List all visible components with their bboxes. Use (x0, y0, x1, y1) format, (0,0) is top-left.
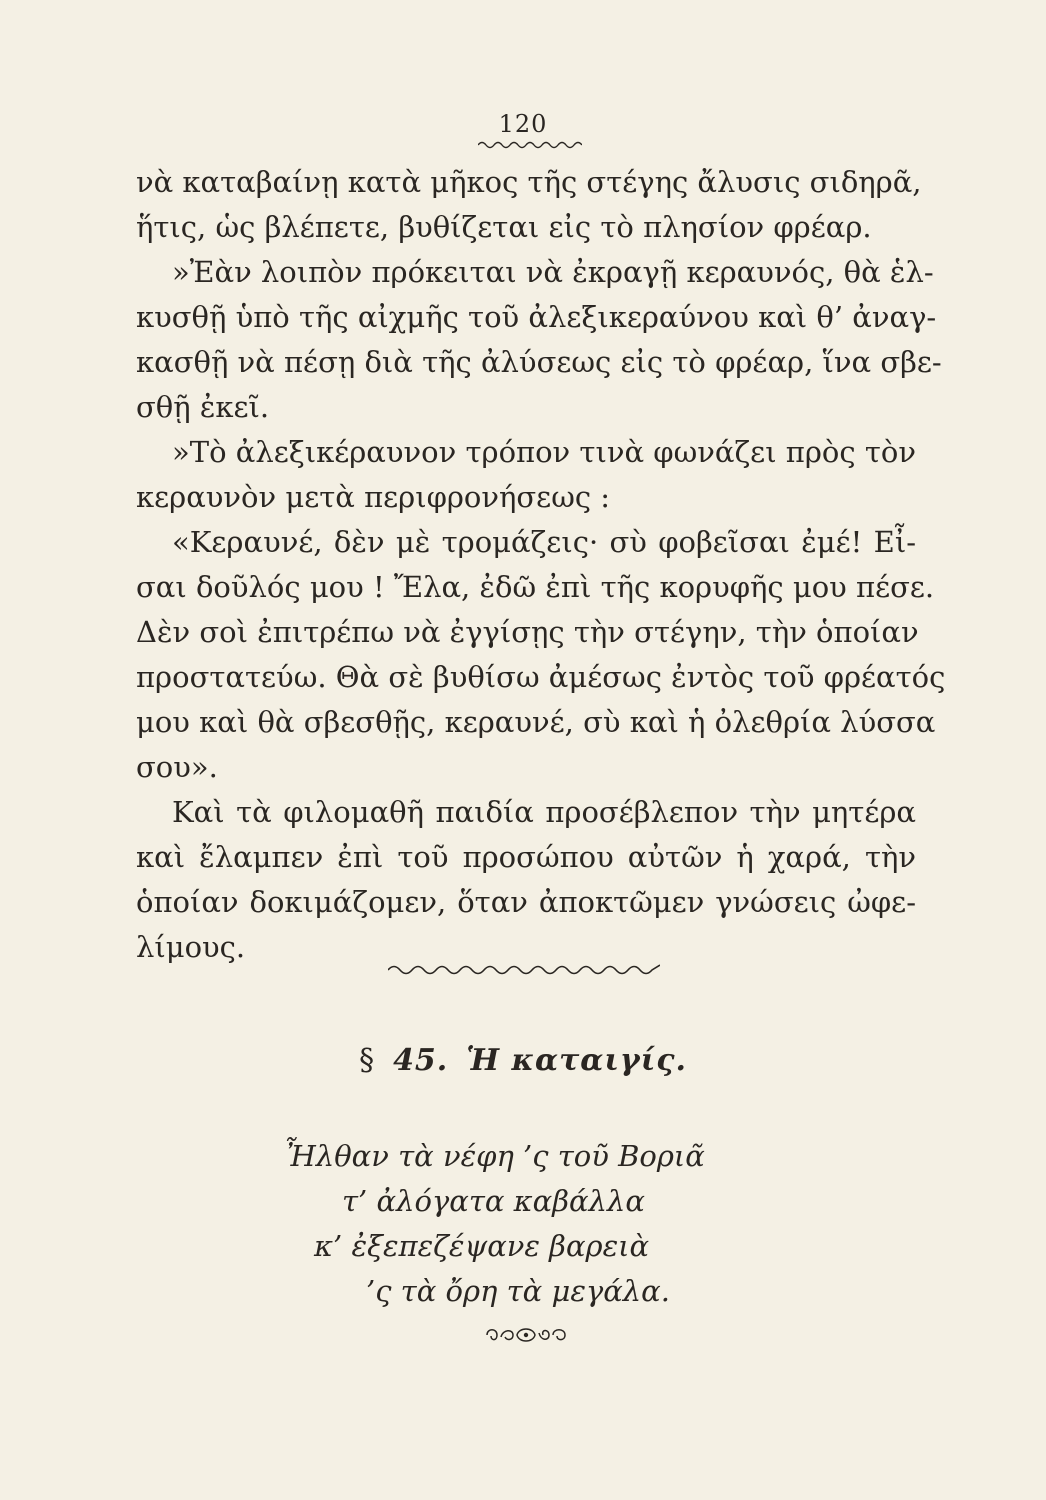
poem-line: Ἦλθαν τὰ νέφη ’ς τοῦ Βοριᾶ (284, 1139, 705, 1173)
text-line: ἥτις, ὡς βλέπετε, βυθίζεται εἰς τὸ πλησίον φρέαρ. (136, 210, 872, 244)
text-line: μου καὶ θὰ σβεσθῇς, κεραυνέ, σὺ καὶ ἡ ὀλεθρία λύσσα (136, 705, 936, 739)
poem-line: κ’ ἐξεπεζέψανε βαρειὰ (314, 1229, 650, 1263)
text-line: Δὲν σοὶ ἐπιτρέπω νὰ ἐγγίσῃς τὴν στέγην, τὴν ὁποίαν (136, 615, 919, 649)
text-line: νὰ καταβαίνῃ κατὰ μῆκος τῆς στέγης ἄλυσις σιδηρᾶ, (136, 165, 922, 199)
page-number: 120 (498, 110, 548, 138)
poem-line: ’ς τὰ ὄρη τὰ μεγάλα. (366, 1274, 670, 1308)
end-flourish-ornament (483, 1325, 569, 1345)
poem-line: τ’ ἀλόγατα καβάλλα (342, 1184, 645, 1218)
text-line: »Ἐὰν λοιπὸν πρόκειται νὰ ἐκραγῇ κεραυνός, θὰ ἑλ- (172, 255, 934, 289)
text-line: καὶ ἔλαμπεν ἐπὶ τοῦ προσώπου αὐτῶν ἡ χαρά, τὴν (136, 840, 916, 874)
text-line: σθῇ ἐκεῖ. (136, 390, 270, 424)
text-line: κασθῇ νὰ πέσῃ διὰ τῆς ἀλύσεως εἰς τὸ φρέαρ, ἵνα σβε- (136, 345, 942, 379)
section-symbol: § (359, 1043, 376, 1078)
text-line: κεραυνὸν μετὰ περιφρονήσεως : (136, 480, 611, 514)
text-line: λίμους. (136, 930, 246, 964)
section-heading (0, 1043, 1046, 1078)
body-text (136, 160, 946, 970)
text-line: κυσθῇ ὑπὸ τῆς αἰχμῆς τοῦ ἀλεξικεραύνου καὶ θ’ ἀναγ- (136, 300, 937, 334)
text-line: Καὶ τὰ φιλομαθῆ παιδία προσέβλεπον τὴν μητέρα (172, 795, 916, 829)
section-divider-ornament (388, 963, 660, 977)
text-line: ὁποίαν δοκιμάζομεν, ὅταν ἀποκτῶμεν γνώσεις ὠφε- (136, 885, 916, 919)
text-line: προστατεύω. Θὰ σὲ βυθίσω ἀμέσως ἐντὸς τοῦ φρέατός (136, 660, 946, 694)
text-line: σου». (136, 750, 218, 784)
section-number: 45. (393, 1043, 449, 1078)
text-line: σαι δοῦλός μου ! Ἔλα, ἐδῶ ἐπὶ τῆς κορυφῆς μου πέσε. (136, 570, 935, 604)
text-line: «Κεραυνέ, δὲν μὲ τρομάζεις· σὺ φοβεῖσαι ἐμέ! Εἶ- (172, 525, 916, 559)
text-line: »Τὸ ἀλεξικέραυνον τρόπον τινὰ φωνάζει πρὸς τὸν (172, 435, 916, 469)
section-title: Ἡ καταιγίς. (466, 1043, 687, 1078)
page-number-underline-ornament (478, 140, 582, 150)
